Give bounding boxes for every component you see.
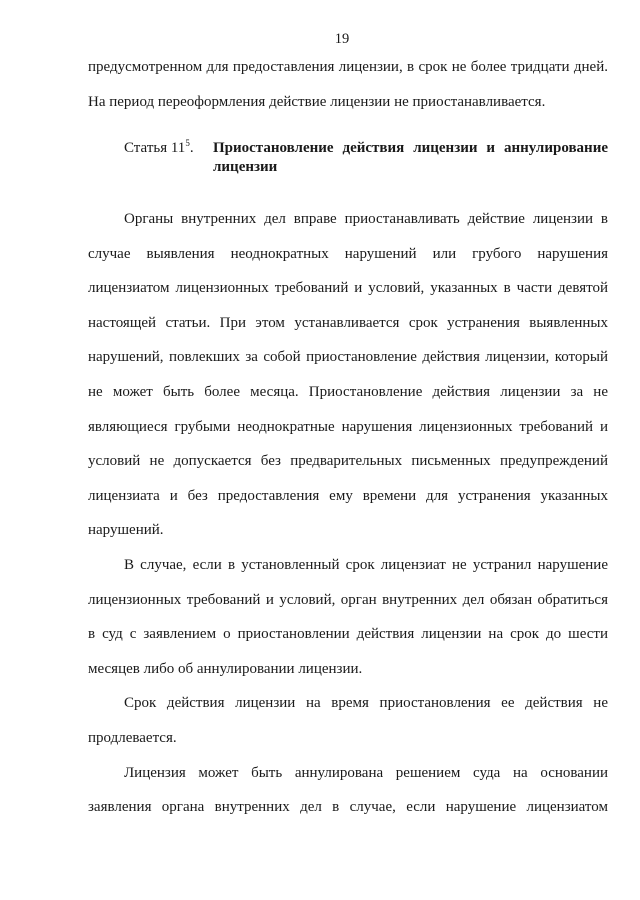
text-line: лицензиата и без предоставления ему времени для устранения указанных xyxy=(88,487,608,504)
text-line: Органы внутренних дел вправе приостанавливать действие лицензии в xyxy=(124,211,608,227)
article-prefix: Статья 11 xyxy=(124,140,186,156)
text-line: месяцев либо об аннулировании лицензии. xyxy=(88,660,363,677)
article-body xyxy=(88,202,608,825)
text-line: в суд с заявлением о приостановлении действия лицензии на срок до шести xyxy=(88,626,608,643)
text-line: Лицензия может быть аннулирована решением суда на основании xyxy=(124,764,608,781)
article-title-line: лицензии xyxy=(213,159,278,175)
page-number: 19 xyxy=(334,31,350,47)
text-line: На период переоформления действие лицензии не приостанавливается. xyxy=(88,93,546,110)
text-line: предусмотренном для предоставления лицензии, в срок не более тридцати дней. xyxy=(88,59,608,75)
article-title xyxy=(213,139,608,177)
paragraph xyxy=(88,686,608,755)
text-line: лицензиатом лицензионных требований и условий, указанных в части девятой xyxy=(88,280,608,297)
text-line: нарушений. xyxy=(88,522,164,539)
article-title-line: Приостановление действия лицензии и аннулирование xyxy=(213,140,608,156)
text-line: нарушений, повлекших за собой приостановление действия лицензии, который xyxy=(88,349,608,366)
text-line: настоящей статьи. При этом устанавливается срок устранения выявленных xyxy=(88,314,608,331)
intro-text xyxy=(88,50,608,119)
text-line: Срок действия лицензии на время приостановления ее действия не xyxy=(124,695,608,712)
article-number: Статья $11^5$. xyxy=(124,138,194,156)
text-line: условий не допускается без предварительных письменных предупреждений xyxy=(88,453,608,470)
text-line: случае выявления неоднократных нарушений или грубого нарушения xyxy=(88,245,608,262)
paragraph xyxy=(88,548,608,686)
text-line: заявления органа внутренних дел в случае, если нарушение лицензиатом xyxy=(88,799,608,816)
text-line: продлевается. xyxy=(88,729,177,746)
text-line: В случае, если в установленный срок лицензиат не устранил нарушение xyxy=(124,556,608,573)
text-line: лицензионных требований и условий, орган внутренних дел обязан обратиться xyxy=(88,591,608,608)
text-line: являющиеся грубыми неоднократные нарушения лицензионных требований и xyxy=(88,418,608,435)
article-superscript: 5 xyxy=(185,138,190,148)
paragraph xyxy=(88,756,608,825)
text-line: не может быть более месяца. Приостановление действия лицензии за не xyxy=(88,383,608,400)
paragraph xyxy=(88,202,608,548)
